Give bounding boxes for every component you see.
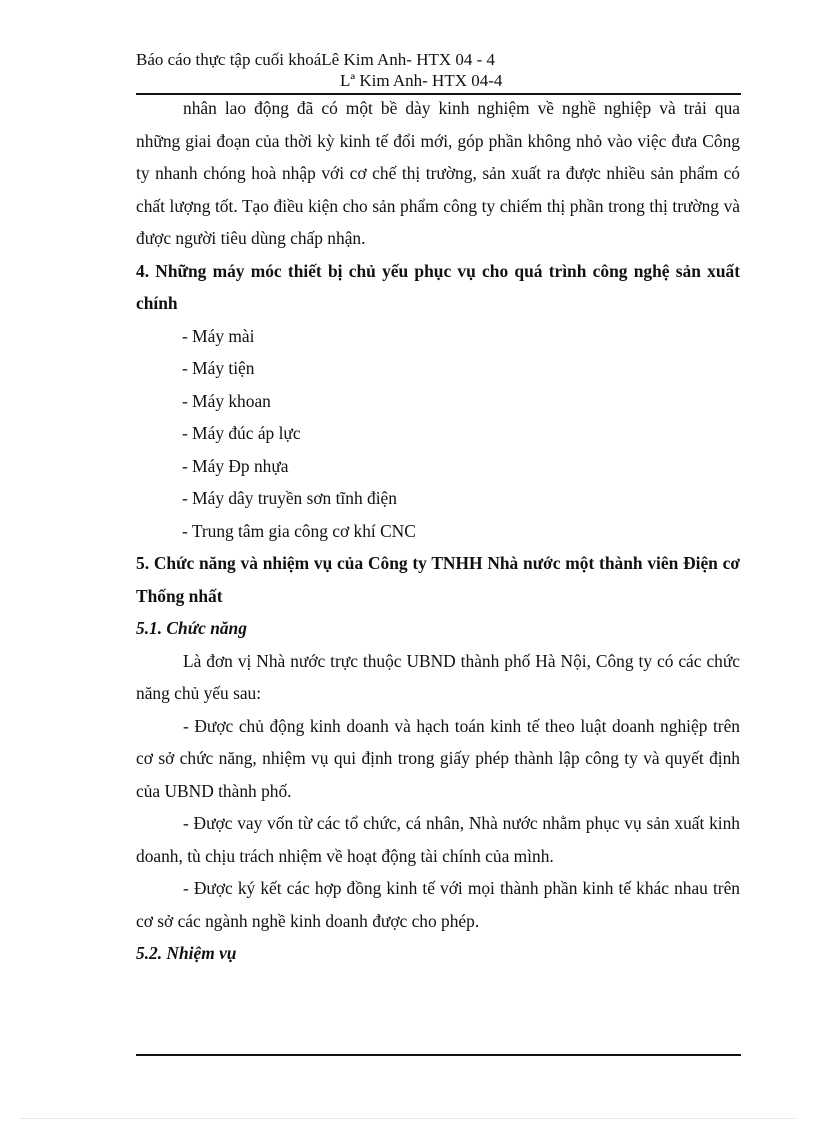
equipment-item: - Trung tâm gia công cơ khí CNC [182,520,416,541]
function-item: - Được ký kết các hợp đồng kinh tế với mọi thành phần kinh tế khác nhau trên cơ sở các ngành nghề kinh doanh được cho phép. [136,878,740,931]
footer-rule [136,1054,741,1056]
function-item: - Được vay vốn từ các tổ chức, cá nhân, Nhà nước nhằm phục vụ sản xuất kinh doanh, tù chịu trách nhiệm về hoạt động tài chính của mình. [136,813,740,866]
equipment-item: - Máy mài [182,325,255,346]
section-5-2-heading: 5.2. Nhiệm vụ [136,943,237,963]
equipment-item: - Máy Đp nhựa [182,455,289,476]
running-header-line2: Lª Kim Anh- HTX 04-4 [340,71,503,90]
equipment-item: - Máy đúc áp lực [182,423,301,443]
document-body [136,92,740,970]
function-item: - Được chủ động kinh doanh và hạch toán kinh tế theo luật doanh nghiệp trên cơ sở chức năng, nhiệm vụ qui định trong giấy phép thành lập công ty và quyết định của UBND thành phố. [136,715,740,801]
intro-paragraph: những giai đoạn của thời kỳ kinh tế đổi mới, góp phần không nhỏ vào việc đưa Công ty nhanh chóng hoà nhập với cơ chế thị trường, sản xuất ra được nhiều sản phẩm có chất lượng tốt. Tạo điều kiện cho sản phẩm công ty chiếm thị phần trong thị trường và được người tiêu dùng chấp nhận. [136,130,740,248]
equipment-list [136,320,740,548]
section-5-1-intro: Là đơn vị Nhà nước trực thuộc UBND thành phố Hà Nội, Công ty có các chức năng chủ yếu sau: [136,650,740,703]
section-5-heading: 5. Chức năng và nhiệm vụ của Công ty TNHH Nhà nước một thành viên Điện cơ Thống nhất [136,553,740,606]
equipment-item: - Máy dây truyền sơn tĩnh điện [182,488,397,508]
section-4-heading: 4. Những máy móc thiết bị chủ yếu phục vụ cho quá trình công nghệ sản xuất chính [136,260,740,313]
section-5-1-heading: 5.1. Chức năng [136,618,247,638]
equipment-item: - Máy khoan [182,390,271,411]
functions-list [136,710,740,938]
running-header-line1: Báo cáo thực tập cuối khoáLê Kim Anh- HTX 04 - 4 [136,50,496,69]
equipment-item: - Máy tiện [182,358,255,378]
intro-paragraph-line: nhân lao động đã có một bề dày kinh nghiệm về nghề nghiệp và trải qua [183,98,740,118]
page-edge-dots [20,1118,796,1119]
